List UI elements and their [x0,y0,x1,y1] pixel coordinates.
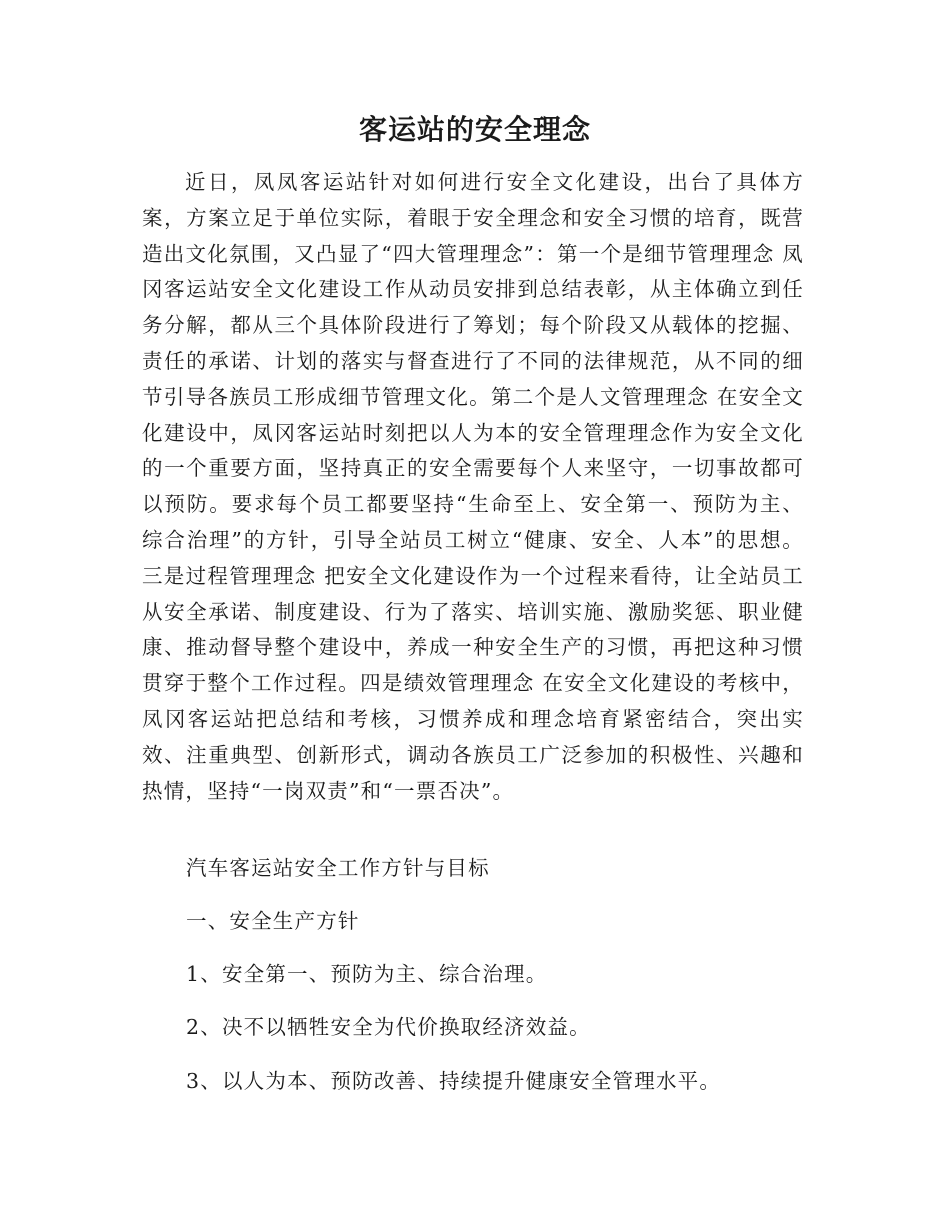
intro-paragraph: 近日，凤凤客运站针对如何进行安全文化建设，出台了具体方案，方案立足于单位实际，着眼于安全理念和安全习惯的培育，既营造出文化氛围，又凸显了“四大管理理念”：第一个是细节管理理念 凤冈客运站安全文化建设工作从动员安排到总结表彰，从主体确立到任务分解，都从三个具体阶段进行了筹划；每个阶段又从载体的挖掘、责任的承诺、计划的落实与督查进行了不同的法律规范，从不同的细节引导各族员工形成细节管理文化。第二个是人文管理理念 在安全文化建设中，凤冈客运站时刻把以人为本的安全管理理念作为安全文化的一个重要方面，坚持真正的安全需要每个人来坚守，一切事故都可以预防。要求每个员工都要坚持“生命至上、安全第一、预防为主、综合治理”的方针，引导全站员工树立“健康、安全、人本”的思想。三是过程管理理念 把安全文化建设作为一个过程来看待，让全站员工从安全承诺、制度建设、行为了落实、培训实施、激励奖惩、职业健康、推动督导整个建设中，养成一种安全生产的习惯，再把这种习惯贯穿于整个工作过程。四是绩效管理理念 在安全文化建设的考核中，凤冈客运站把总结和考核，习惯养成和理念培育紧密结合，突出实效、注重典型、创新形式，调动各族员工广泛参加的积极性、兴趣和热情，坚持“一岗双责”和“一票否决”。 [142,170,804,803]
list-item: 3、以人为本、预防改善、持续提升健康安全管理水平。 [186,1069,722,1093]
list-item: 2、决不以牺牲安全为代价换取经济效益。 [186,1015,591,1039]
section-heading: 汽车客运站安全工作方针与目标 [186,856,490,880]
list-item: 1、安全第一、预防为主、综合治理。 [186,962,548,986]
document-title: 客运站的安全理念 [358,113,591,146]
subsection-heading: 一、安全生产方针 [186,909,360,933]
